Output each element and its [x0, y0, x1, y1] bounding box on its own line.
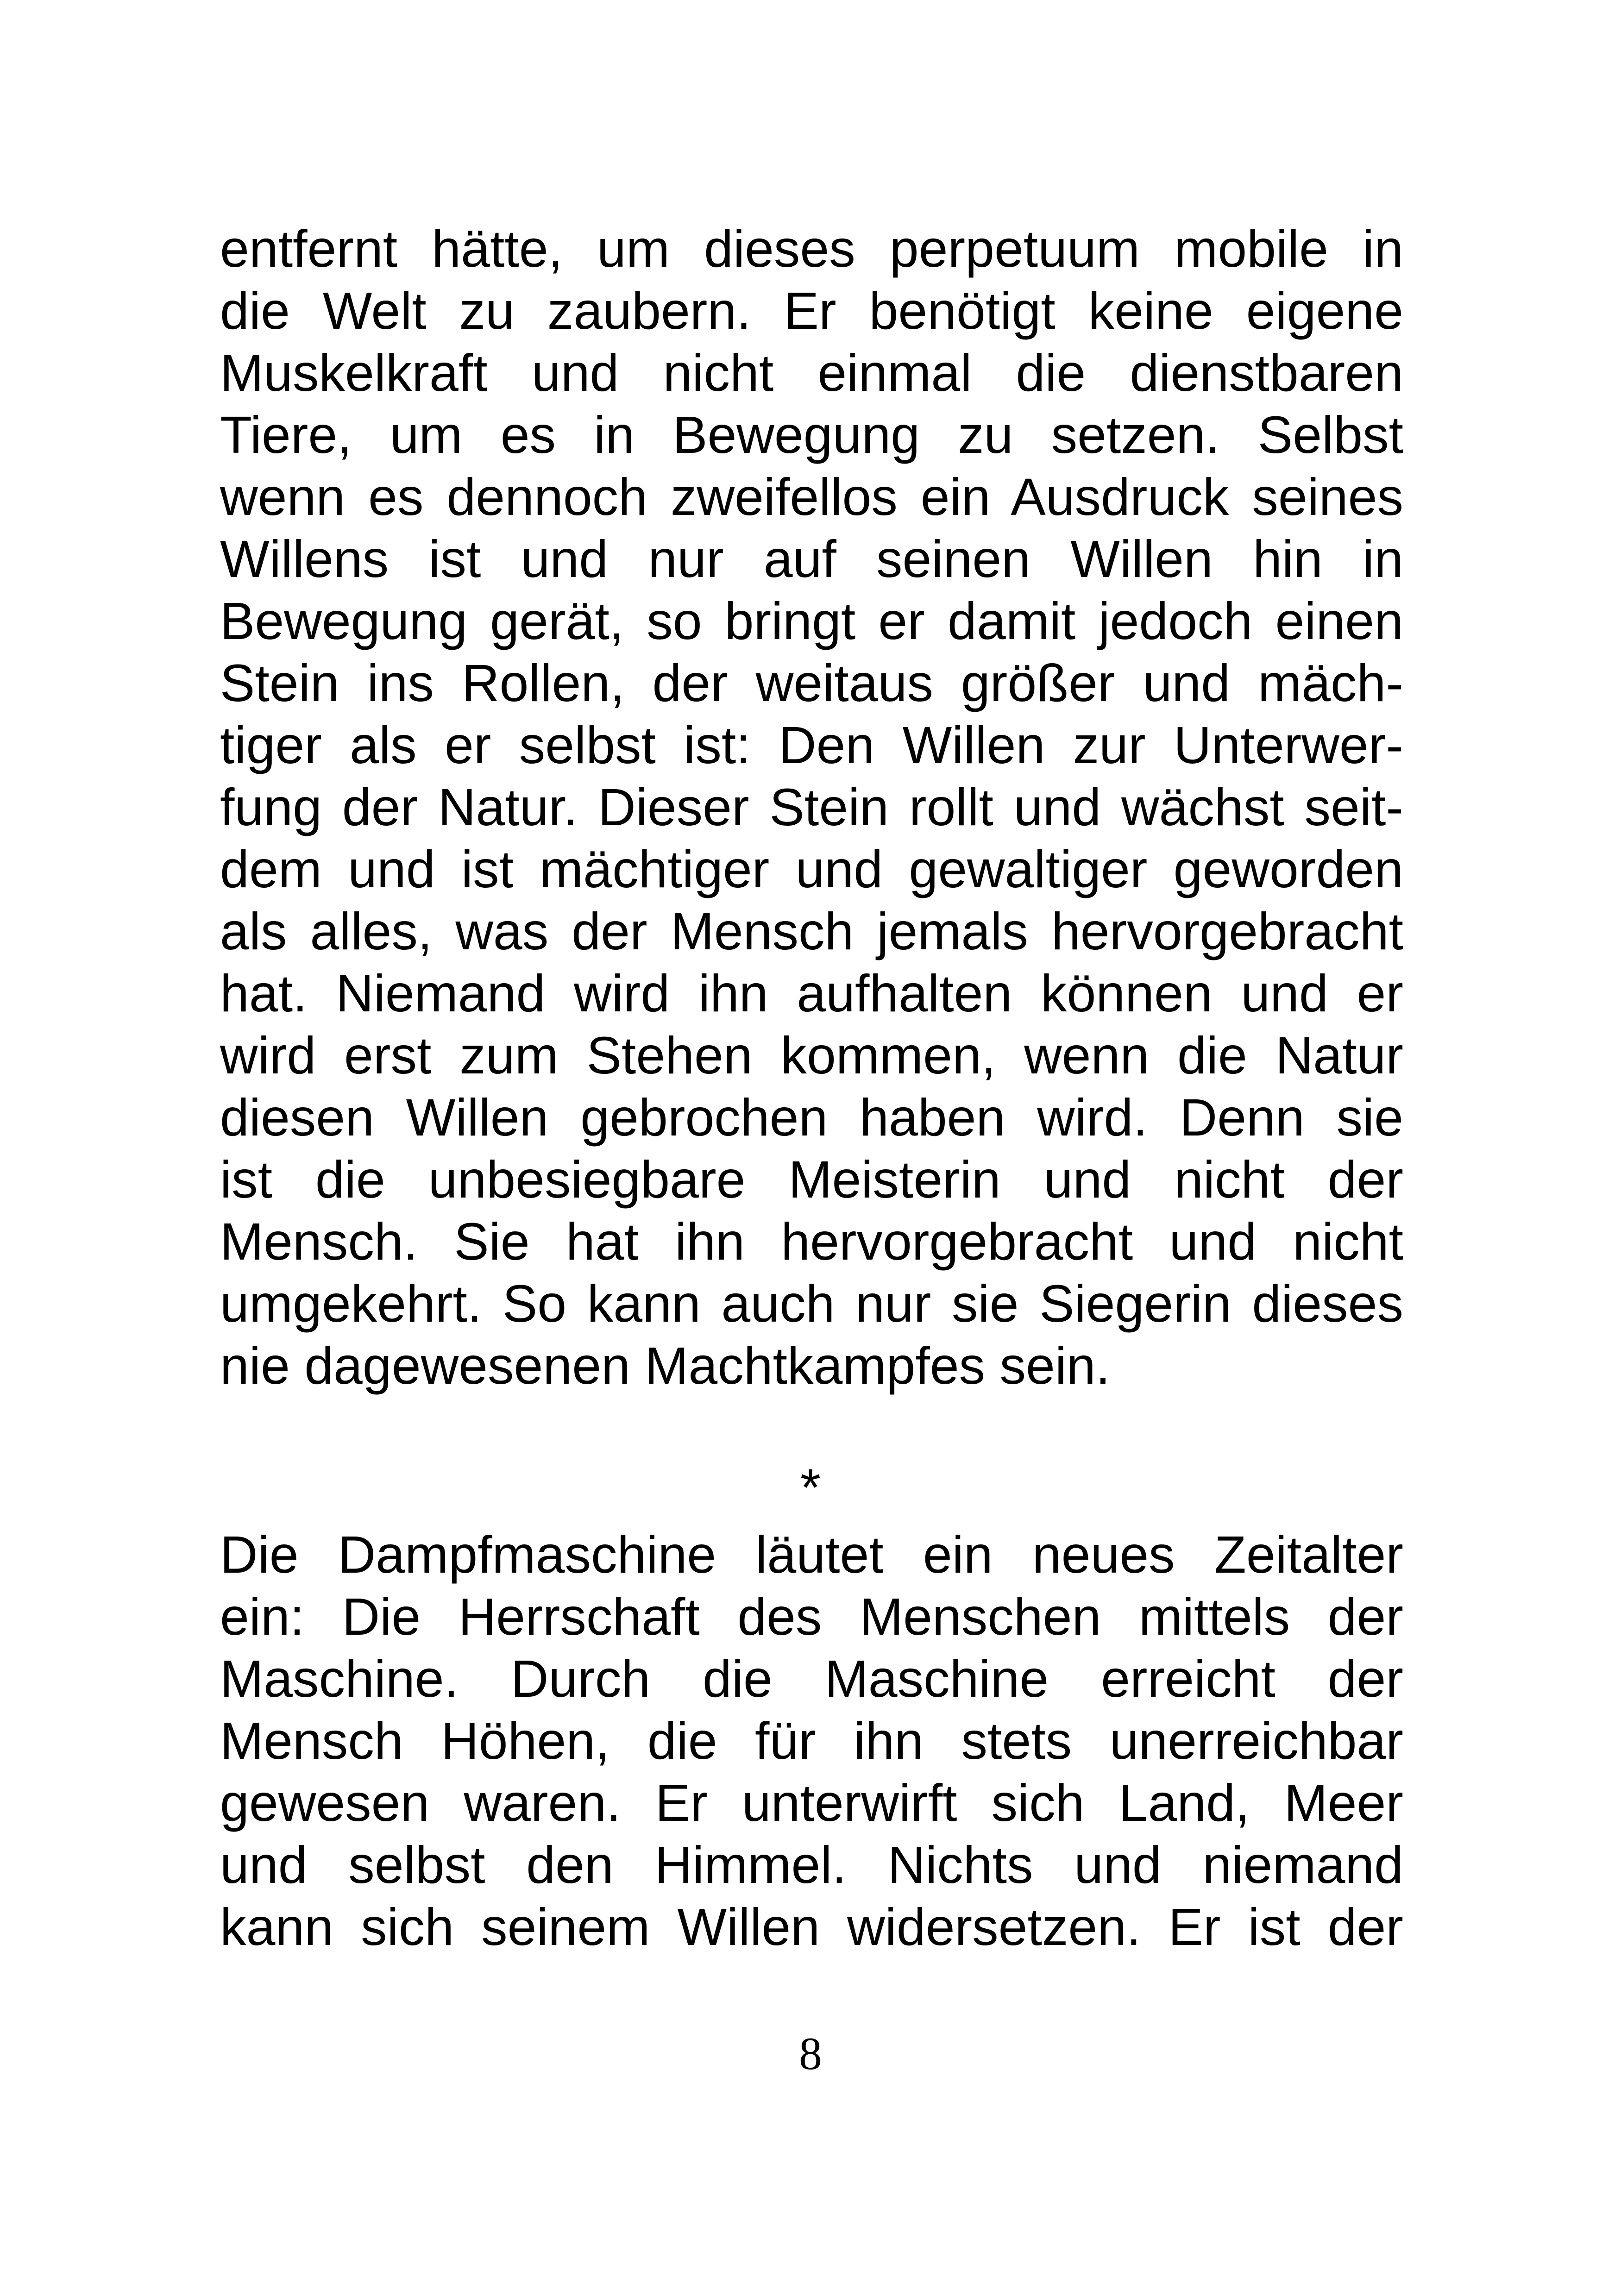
- text-line: Willens ist und nur auf seinen Willen hin in: [220, 530, 1403, 588]
- paragraph-2: [220, 1524, 1403, 1958]
- text-line: fung der Natur. Dieser Stein rollt und wächst seit-: [220, 778, 1403, 836]
- text-line: diesen Willen gebrochen haben wird. Denn sie: [220, 1088, 1403, 1147]
- section-separator: *: [800, 1458, 821, 1517]
- text-line: Maschine. Durch die Maschine erreicht der: [220, 1650, 1403, 1708]
- text-line: Stein ins Rollen, der weitaus größer und mäch-: [220, 654, 1403, 712]
- text-line: ein: Die Herrschaft des Menschen mittels der: [220, 1587, 1403, 1646]
- paragraph-1: [220, 218, 1403, 1397]
- text-line: tiger als er selbst ist: Den Willen zur Unterwer-: [220, 716, 1403, 774]
- text-line: gewesen waren. Er unterwirft sich Land, Meer: [220, 1774, 1403, 1832]
- text-line: Bewegung gerät, so bringt er damit jedoch einen: [220, 592, 1403, 650]
- text-line: und selbst den Himmel. Nichts und niemand: [220, 1836, 1403, 1894]
- text-line: Mensch. Sie hat ihn hervorgebracht und nicht: [220, 1212, 1403, 1271]
- text-line: Mensch Höhen, die für ihn stets unerreichbar: [220, 1712, 1403, 1770]
- text-line: kann sich seinem Willen widersetzen. Er ist der: [220, 1898, 1403, 1956]
- text-line: Tiere, um es in Bewegung zu setzen. Selbst: [220, 406, 1403, 464]
- text-line: die Welt zu zaubern. Er benötigt keine eigene: [220, 282, 1403, 340]
- page-number: 8: [799, 2028, 822, 2079]
- text-line: umgekehrt. So kann auch nur sie Siegerin dieses: [220, 1274, 1403, 1333]
- text-line: als alles, was der Mensch jemals hervorgebracht: [220, 902, 1403, 960]
- text-line: hat. Niemand wird ihn aufhalten können und er: [220, 964, 1403, 1023]
- text-line: wird erst zum Stehen kommen, wenn die Natur: [220, 1026, 1403, 1085]
- text-line: wenn es dennoch zweifellos ein Ausdruck seines: [220, 468, 1403, 526]
- text-line: ist die unbesiegbare Meisterin und nicht der: [220, 1150, 1403, 1209]
- text-line: dem und ist mächtiger und gewaltiger geworden: [220, 840, 1403, 898]
- text-line: entfernt hätte, um dieses perpetuum mobile in: [220, 220, 1403, 278]
- text-line: Muskelkraft und nicht einmal die dienstbaren: [220, 344, 1403, 402]
- text-line: Die Dampfmaschine läutet ein neues Zeitalter: [220, 1525, 1403, 1584]
- text-line: nie dagewesenen Machtkampfes sein.: [220, 1336, 1111, 1395]
